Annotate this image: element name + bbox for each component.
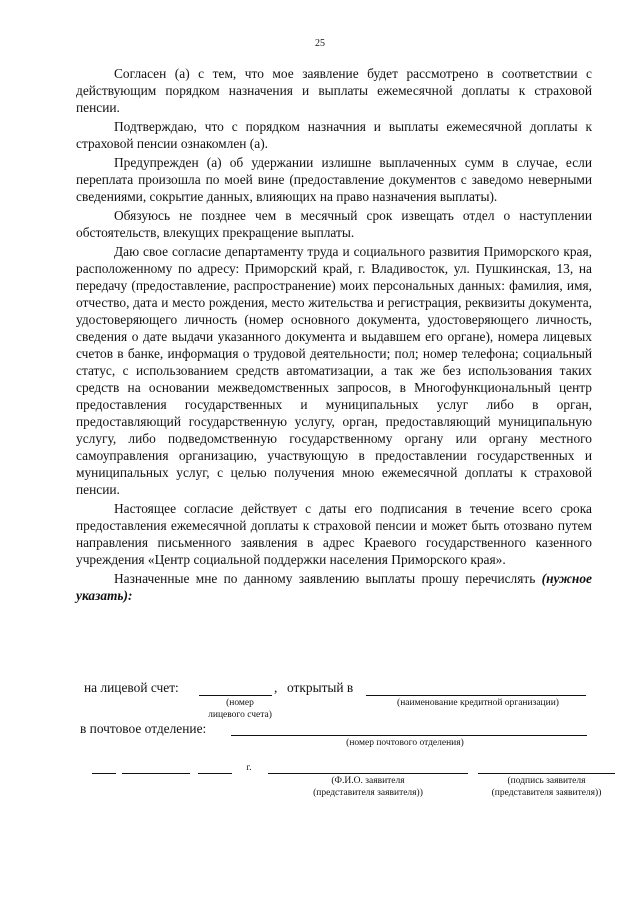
page-number: 25 xyxy=(315,38,325,49)
date-year-field[interactable] xyxy=(198,773,232,774)
applicant-signature-caption: (подпись заявителя (представителя заявителя)) xyxy=(491,776,602,798)
paragraph-overpayment-warning: Предупрежден (а) об удержании излишне выплаченных сумм в случае, если переплата произошла по моей вине (предоставление документов с заведомо неверными сведениями, сокрытие данных, влияющих на право назначения выплаты). xyxy=(76,155,592,204)
payment-request-note: (нужное указать): xyxy=(76,571,592,603)
paragraph-consent-validity: Настоящее согласие действует с даты его подписания в течение всего срока предоставления ежемесячной доплаты к страховой пенсии и может быть отозвано путем направления письменного заявления в адрес Краевого государственного казенного учреждения «Центр социальной поддержки населения Приморского края». xyxy=(76,501,592,567)
account-number-caption: (номер лицевого счета) xyxy=(208,698,272,720)
applicant-name-field[interactable] xyxy=(268,773,468,774)
date-day-field[interactable] xyxy=(92,773,116,774)
payment-request-text: Назначенные мне по данному заявлению выплаты прошу перечислять xyxy=(114,571,536,586)
paragraph-consent-review: Согласен (а) с тем, что мое заявление будет рассмотрено в соответствии с действующим порядком назначения и выплаты ежемесячной доплаты к страховой пенсии. xyxy=(76,66,592,115)
applicant-name-caption: (Ф.И.О. заявителя (представителя заявителя)) xyxy=(313,776,423,798)
paragraph-acknowledgement: Подтверждаю, что с порядком назначния и выплаты ежемесячной доплаты к страховой пенсии ознакомлен (а). xyxy=(76,119,592,151)
opened-in-label: открытый в xyxy=(287,680,354,695)
post-office-caption: (номер почтового отделения) xyxy=(346,738,464,748)
paragraph-personal-data-consent: Даю свое согласие департаменту труда и социального развития Приморского края, расположенному по адресу: Приморский край, г. Владивосток, ул. Пушкинская, 13, на передачу (предоставление, распространение) моих персональных данных: фамилия, имя, отчество, дата и место рождения, место жительства и регистрация, реквизиты документа, удостоверяющего личность (номер основного документа, удостоверяющего личность, сведения о дате выдачи указанного документа и выдавшем его органе), номера лицевых счетов в банке, информация о трудовой деятельности; пол; номер телефона; социальный статус, с использованием средств автоматизации, а так же без использования таких средств на основании межведомственных запросов, в Многофункциональный центр предоставления государственных и муниципальных услуг либо в орган, предоставляющий государственную услугу, орган, предоставляющий муниципальную услугу, либо подведомственную государственному органу или органу местного самоуправления организацию, участвующую в предоставлении государственных и муниципальных услуг, с целью получения мною ежемесячной доплаты к страховой пенсии. xyxy=(76,244,592,497)
document-body xyxy=(76,65,592,606)
paragraph-notification-obligation: Обязуюсь не позднее чем в месячный срок извещать отдел о наступлении обстоятельств, влекущих прекращение выплаты. xyxy=(76,208,592,240)
applicant-signature-field[interactable] xyxy=(478,773,615,774)
bank-name-caption: (наименование кредитной организации) xyxy=(397,698,559,708)
year-suffix: г. xyxy=(246,763,252,773)
date-month-field[interactable] xyxy=(122,773,190,774)
account-comma: , xyxy=(274,680,278,695)
post-office-field[interactable] xyxy=(231,735,587,736)
account-number-field[interactable] xyxy=(199,695,272,696)
account-label: на лицевой счет: xyxy=(84,680,179,695)
paragraph-payment-request xyxy=(76,570,592,604)
bank-name-field[interactable] xyxy=(366,695,586,696)
post-office-label: в почтовое отделение: xyxy=(80,721,207,736)
